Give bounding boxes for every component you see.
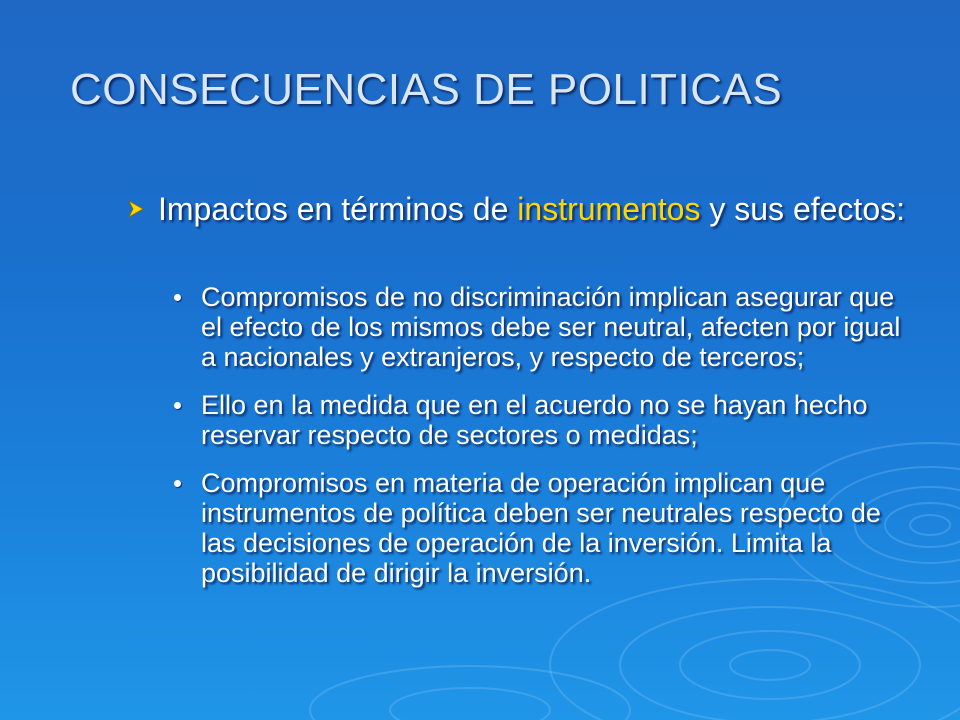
sub-bullet-text: Compromisos de no discriminación implican asegurar que el efecto de los mismos debe ser neutral, afecten por igual a nacionales y extranjeros, y respecto de terceros; [201, 282, 901, 372]
sub-bullet-text: Ello en la medida que en el acuerdo no se hayan hecho reservar respecto de sectores o medidas; [201, 390, 868, 450]
sub-bullet-text: Compromisos en materia de operación implican que instrumentos de política deben ser neutrales respecto de las decisiones de operación de la inversión. Limita la posibilidad de dirigir la inversión. [201, 468, 881, 588]
dot-bullet-icon [174, 402, 181, 409]
main-bullet-list [126, 193, 906, 225]
sub-bullet [170, 282, 910, 372]
slide-title: CONSECUENCIAS DE POLITICAS [70, 65, 783, 114]
arrow-bullet-icon [126, 199, 146, 219]
sub-bullet [170, 468, 910, 588]
dot-bullet-icon [174, 294, 181, 301]
main-bullet-text-start: Impactos en términos de [158, 191, 518, 227]
dot-bullet-icon [174, 480, 181, 487]
sub-bullet [170, 390, 910, 450]
sub-bullet-list [170, 282, 910, 606]
main-bullet [126, 193, 906, 225]
main-bullet-text-end: y sus efectos: [700, 191, 905, 227]
highlight-word: instrumentos [517, 191, 701, 227]
